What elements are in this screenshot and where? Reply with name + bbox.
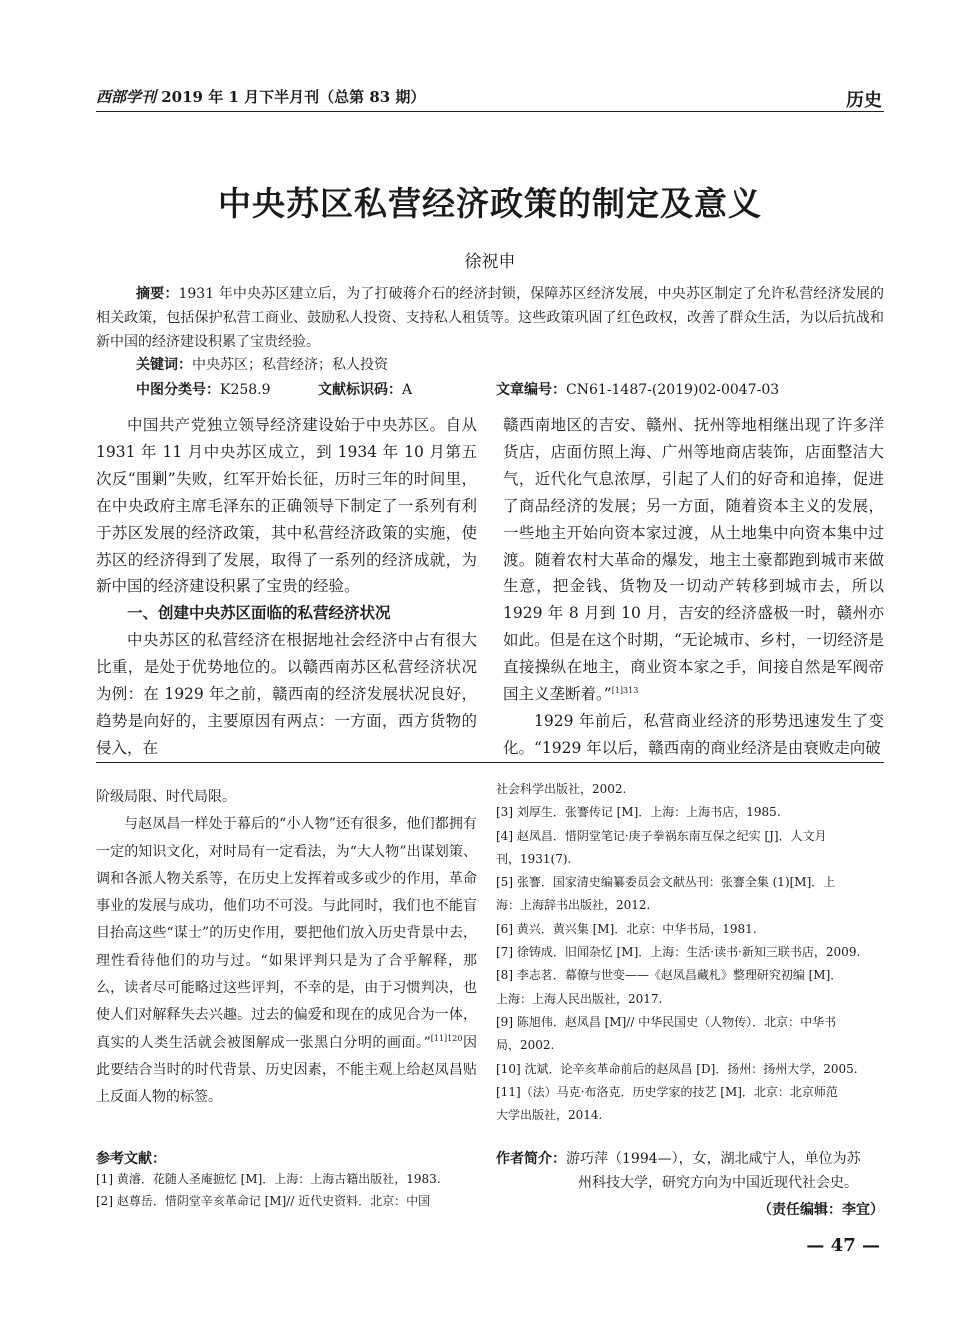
reference-item: 大学出版社，2014. xyxy=(496,1108,603,1123)
reference-item: [2] 赵尊岳．惜阴堂辛亥革命记 [M]// 近代史资料．北京：中国 xyxy=(96,1194,431,1208)
abstract-label: 摘要： xyxy=(136,286,179,302)
reference-item: [6] 黄兴．黄兴集 [M]．北京：中华书局，1981. xyxy=(496,921,757,936)
reference-item: [8] 李志茗．幕僚与世变——《赵凤昌藏札》整理研究初编 [M]． xyxy=(496,968,843,983)
clc-number xyxy=(136,379,271,399)
doc-code xyxy=(318,379,412,399)
body-paragraph: 中央苏区的私营经济在根据地社会经济中占有很大比重，是处于优势地位的。以赣西南苏区私营经济状况为例：在 1929 年之前，赣西南的经济发展状况良好，趋势是向好的，主要原因有两点：一方面，西方货物的侵入，在 xyxy=(96,631,477,757)
reference-item: [5] 张謇．国家清史编纂委员会文献丛刊：张謇全集 (1)[M]．上 xyxy=(496,875,836,890)
keywords xyxy=(136,354,388,374)
references-list-left xyxy=(96,1168,441,1212)
author-bio xyxy=(496,1147,884,1195)
reference-item: [11]（法）马克·布洛克．历史学家的技艺 [M]．北京：北京师范 xyxy=(496,1084,838,1099)
reference-item: [4] 赵凤昌．惜阴堂笔记·庚子拳祸东南互保之纪实 [J]．人文月 xyxy=(496,828,827,843)
section-label: 历史 xyxy=(846,90,882,111)
body-paragraph xyxy=(503,412,884,708)
abstract-text: 1931 年中央苏区建立后，为了打破蒋介石的经济封锁，保障苏区经济发展，中央苏区制定了允许私营经济发展的相关政策，包括保护私营工商业、鼓励私人投资、支持私人租赁等。这些政策巩固了红色政权，改善了群众生活，为以后抗战和新中国的经济建设积累了宝贵经验。 xyxy=(96,286,885,350)
reference-item: 海：上海辞书出版社，2012. xyxy=(496,898,651,913)
reference-item: 局，2002. xyxy=(496,1038,555,1053)
prev-article-text xyxy=(96,784,477,1112)
keywords-label: 关键词： xyxy=(136,357,192,373)
body-text: 因此要结合当时的时代背景、历史因素，不能主观上给赵凤昌贴上反面人物的标签。 xyxy=(96,1034,478,1106)
reference-item: 上海：上海人民出版社，2017. xyxy=(496,991,663,1006)
citation: [1]313 xyxy=(611,686,639,696)
body-paragraph xyxy=(96,811,477,1111)
section-heading: 一、创建中央苏区面临的私营经济状况 xyxy=(127,603,391,623)
header-divider xyxy=(96,111,884,112)
bio-label: 作者简介： xyxy=(496,1151,566,1167)
issue-info: 2019 年 1 月下半月刊（总第 83 期） xyxy=(161,88,426,106)
reference-item: [3] 刘厚生．张謇传记 [M]．上海：上海书店，1985. xyxy=(496,805,781,820)
bio-text: 游巧萍（1994—），女，湖北咸宁人，单位为苏 xyxy=(566,1151,861,1167)
body-text: 赣西南地区的吉安、赣州、抚州等地相继出现了许多洋货店，店面仿照上海、广州等地商店装饰，店面整洁大气，近代化气息浓厚，引起了人们的好奇和追捧，促进了商品经济的发展；另一方面，随着资本主义的发展，一些地主开始向资本家过渡，从土地集中向资本集中过渡。随着农村大革命的爆发，地主土豪都跑到城市来做生意，把金钱、货物及一切动产转移到城市去，所以 1929 年 8 月到 10 月，吉安的经济盛极一时，赣州亦如此。但是在这个时期，“无论城市、乡村，一切经济是直接操纵在地主，商业资本家之手，间接自然是军阀帝国主义垄断着。” xyxy=(503,416,884,704)
references-heading: 参考文献： xyxy=(96,1151,166,1167)
reference-item: [9] 陈旭伟．赵凤昌 [M]// 中华民国史（人物传）．北京：中华书 xyxy=(496,1014,837,1029)
doc-code-label: 文献标识码： xyxy=(318,382,402,398)
journal-name: 西部学刊 xyxy=(96,88,157,106)
clc-value: K258.9 xyxy=(220,382,271,398)
reference-item: [7] 徐铸成．旧闻杂忆 [M]．上海：生活·读书·新知三联书店，2009. xyxy=(496,945,861,960)
running-header xyxy=(96,86,425,107)
reference-item: 刊，1931(7). xyxy=(496,851,572,866)
reference-item: [1] 黄濬．花随人圣庵摭忆 [M]．上海：上海古籍出版社，1983. xyxy=(96,1172,441,1186)
reference-item: [10] 沈斌．论辛亥革命前后的赵凤昌 [D]．扬州：扬州大学，2005. xyxy=(496,1061,858,1076)
body-paragraph: 中国共产党独立领导经济建设始于中央苏区。自从 1931 年 11 月中央苏区成立，到 1934 年 10 月第五次反“围剿”失败，红军开始长征，历时三年的时间里，在中央政府主席毛泽东的正确领导下制定了一系列有利于苏区发展的经济政策，其中私营经济政策的实施，使苏区的经济得到了发展，取得了一系列的经济成就，为新中国的经济建设积累了宝贵的经验。 xyxy=(96,416,477,596)
references-list-right xyxy=(496,778,884,1127)
reference-item: 社会科学出版社，2002. xyxy=(496,782,627,796)
body-right-column xyxy=(503,412,884,762)
clc-label: 中图分类号： xyxy=(136,382,220,398)
page-number: — 47 — xyxy=(806,1235,880,1256)
section-divider xyxy=(96,762,884,763)
article-number-value: CN61-1487-(2019)02-0047-03 xyxy=(566,382,780,398)
article-title: 中央苏区私营经济政策的制定及意义 xyxy=(218,184,762,223)
author-name: 徐祝申 xyxy=(464,252,516,272)
doc-code-value: A xyxy=(402,382,413,398)
body-paragraph: 阶级局限、时代局限。 xyxy=(96,789,236,805)
body-left-column xyxy=(96,412,477,762)
body-text: 与赵凤昌一样处于幕后的“小人物”还有很多，他们都拥有一定的知识文化，对时局有一定看法，为“大人物”出谋划策、调和各派人物关系等，在历史上发挥着或多或少的作用，革命事业的发展与成功，他们功不可没。与此同时，我们也不能盲目抬高这些“谋士”的历史作用，要把他们放入历史背景中去，理性看待他们的功与过。“如果评判只是为了合乎解释，那么，读者尽可能略过这些评判，不幸的是，由于习惯判决，也使人们对解释失去兴趣。过去的偏爱和现在的成见合为一体，真实的人类生活就会被图解成一张黑白分明的画面。” xyxy=(96,816,477,1051)
responsible-editor: （责任编辑：李宜） xyxy=(758,1202,884,1218)
bio-text: 州科技大学，研究方向为中国近现代社会史。 xyxy=(578,1175,858,1191)
abstract xyxy=(96,282,884,354)
keywords-text: 中央苏区；私营经济；私人投资 xyxy=(192,357,388,373)
citation: [11]120 xyxy=(430,1033,463,1043)
article-number xyxy=(496,379,779,399)
article-number-label: 文章编号： xyxy=(496,382,566,398)
body-paragraph: 1929 年前后，私营商业经济的形势迅速发生了变化。“1929 年以后，赣西南的商业经济是由衰败走向破 xyxy=(503,711,884,757)
